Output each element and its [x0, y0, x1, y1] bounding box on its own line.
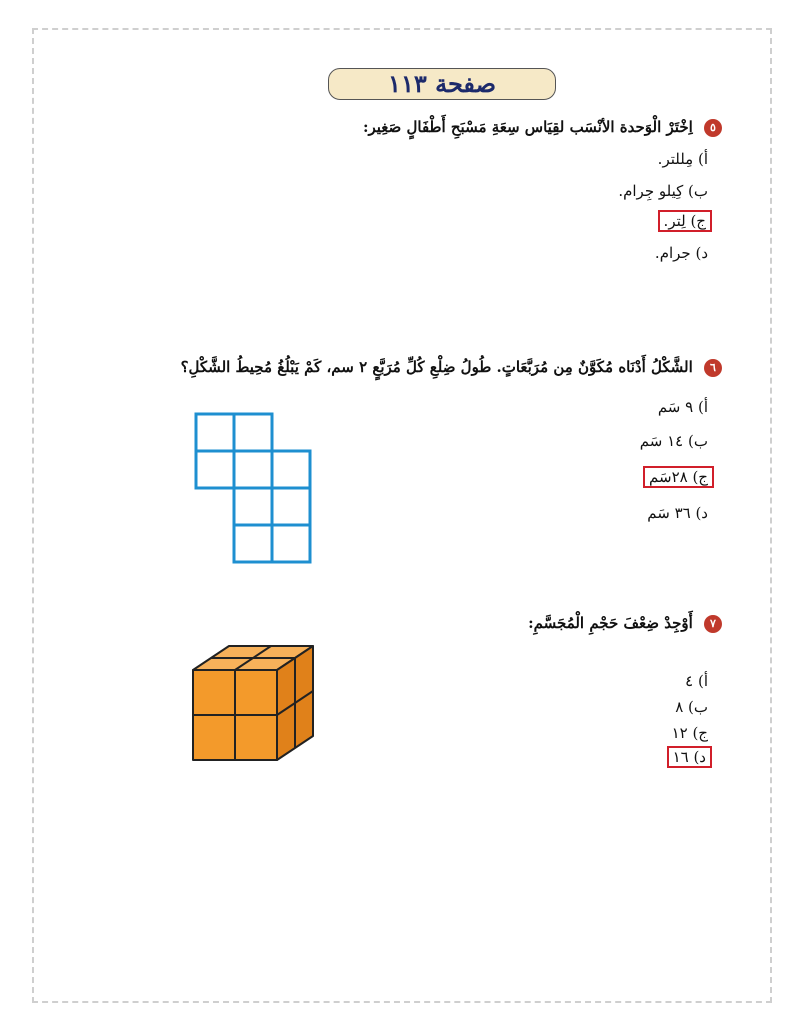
grid-square: [234, 525, 272, 562]
selected-answer-box: ج) لِتر.: [658, 210, 712, 232]
q5-option-b[interactable]: ب) كِيلو جِرام.: [618, 182, 708, 200]
question-number-badge: ٧: [704, 615, 722, 633]
grid-square: [234, 451, 272, 488]
square-grid-figure: [190, 410, 315, 570]
q5-option-c[interactable]: [658, 212, 712, 230]
question-6: [181, 358, 722, 377]
q7-option-d[interactable]: [667, 748, 712, 766]
selected-answer-box: ج) ٢٨سَم: [643, 466, 714, 488]
question-5: [363, 118, 722, 137]
q6-option-c[interactable]: [643, 468, 714, 486]
q7-option-c[interactable]: ج) ١٢: [671, 724, 708, 742]
page-title: صفحة ١١٣: [328, 68, 556, 100]
q5-option-a[interactable]: أ) مِللتر.: [657, 150, 708, 168]
grid-square: [272, 488, 310, 525]
q6-option-a[interactable]: أ) ٩ سَم: [657, 398, 708, 416]
cube-figure: [185, 640, 325, 770]
question-7-text: أَوْجِدْ ضِعْفَ حَجْمِ الْمُجَسَّمِ:: [528, 614, 693, 632]
question-5-text: اِخْتَرْ الْوَحدة الأنْسَب لقِيَاس سِعَةِ مَسْبَحِ أَطْفَالٍ صَغِير:: [362, 118, 693, 136]
q6-option-b[interactable]: ب) ١٤ سَم: [639, 432, 708, 450]
question-number-badge: ٦: [704, 359, 722, 377]
q7-option-b[interactable]: ب) ٨: [675, 698, 708, 716]
grid-square: [234, 488, 272, 525]
q5-option-d[interactable]: د) جرام.: [654, 244, 708, 262]
question-6-text: الشَّكْلُ أَدْنَاه مُكَوَّنٌ مِن مُرَبَّعَاتٍ. طُولُ ضِلْعِ كُلِّ مُرَبَّعٍ ٢ سم، كَمْ يَبْلُغُ مُحِيطُ الشَّكْلِ؟: [180, 358, 693, 376]
grid-square: [196, 414, 234, 451]
grid-square: [272, 451, 310, 488]
grid-square: [196, 451, 234, 488]
grid-square: [272, 525, 310, 562]
grid-square: [234, 414, 272, 451]
question-7: [528, 614, 722, 633]
q6-option-d[interactable]: د) ٣٦ سَم: [647, 504, 708, 522]
selected-answer-box: د) ١٦: [667, 746, 712, 768]
question-number-badge: ٥: [704, 119, 722, 137]
q7-option-a[interactable]: أ) ٤: [685, 672, 708, 690]
